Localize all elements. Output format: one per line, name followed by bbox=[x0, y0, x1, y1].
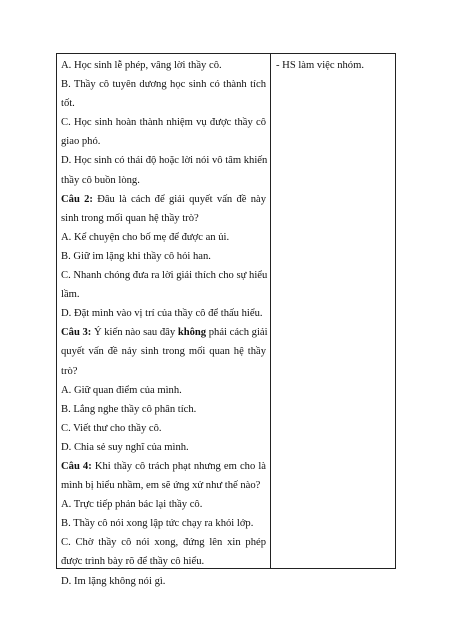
question-line bbox=[61, 132, 266, 151]
text-run: D. Đặt mình vào vị trí của thầy cô để thấu hiểu. bbox=[61, 308, 263, 320]
activity-column bbox=[276, 56, 391, 75]
column-divider bbox=[270, 54, 271, 568]
text-run: quyết vấn đề nảy sinh trong mối quan hệ thầy bbox=[61, 346, 266, 358]
text-run: D. Chia sẻ suy nghĩ của mình. bbox=[61, 441, 189, 453]
question-line bbox=[61, 438, 266, 457]
text-run: phải cách giải bbox=[206, 327, 268, 339]
text-run: mình bị hiểu nhầm, em sẽ ứng xử như thế nào? bbox=[61, 480, 261, 492]
text-run: A. Học sinh lễ phép, vâng lời thầy cô. bbox=[61, 60, 222, 71]
question-line bbox=[61, 56, 266, 75]
question-line bbox=[61, 75, 266, 94]
question-line bbox=[61, 533, 266, 552]
text-run: lầm. bbox=[61, 289, 80, 301]
text-run: A. Giữ quan điểm của mình. bbox=[61, 384, 182, 396]
text-run: C. Chờ thầy cô nói xong, đứng lên xin phép bbox=[61, 537, 266, 549]
text-run: C. Nhanh chóng đưa ra lời giải thích cho sự hiểu bbox=[61, 270, 268, 282]
question-line bbox=[61, 495, 266, 514]
question-line bbox=[61, 400, 266, 419]
text-run: sinh trong mối quan hệ thầy trò? bbox=[61, 212, 199, 224]
question-line bbox=[61, 94, 266, 113]
question-line bbox=[61, 113, 266, 132]
question-line bbox=[61, 304, 266, 323]
question-line bbox=[61, 247, 266, 266]
question-column bbox=[61, 56, 266, 591]
text-run: B. Thầy cô nói xong lập tức chạy ra khỏi lớp. bbox=[61, 518, 254, 530]
question-line bbox=[61, 266, 266, 285]
bold-text: Câu 3: bbox=[61, 327, 92, 339]
question-line bbox=[61, 151, 266, 170]
question-line bbox=[61, 362, 266, 381]
question-line bbox=[61, 419, 266, 438]
question-line bbox=[61, 171, 266, 190]
question-line bbox=[61, 228, 266, 247]
question-line bbox=[61, 476, 266, 495]
text-run: B. Giữ im lặng khi thầy cô hỏi han. bbox=[61, 250, 211, 262]
text-run: được trình bày rõ để thầy cô hiểu. bbox=[61, 556, 205, 568]
text-run: Ý kiến nào sau đây bbox=[91, 327, 178, 339]
question-line bbox=[61, 514, 266, 533]
text-run: trò? bbox=[61, 365, 78, 377]
text-run: A. Trực tiếp phản bác lại thầy cô. bbox=[61, 499, 203, 511]
question-line bbox=[61, 381, 266, 400]
bold-text: Câu 2: bbox=[61, 193, 93, 205]
text-run: thầy cô buồn lòng. bbox=[61, 174, 140, 186]
text-run: C. Viết thư cho thầy cô. bbox=[61, 422, 162, 434]
text-run: tốt. bbox=[61, 98, 75, 110]
text-run: C. Học sinh hoàn thành nhiệm vụ được thầy cô bbox=[61, 117, 266, 129]
question-line bbox=[61, 457, 266, 476]
question-line bbox=[61, 285, 266, 304]
text-run: Khi thầy cô trách phạt nhưng em cho là bbox=[91, 460, 266, 472]
question-line bbox=[61, 572, 266, 591]
text-run: D. Im lặng không nói gì. bbox=[61, 575, 166, 587]
bold-text: Câu 4: bbox=[61, 460, 92, 472]
document-table bbox=[56, 53, 396, 587]
text-run: giao phó. bbox=[61, 136, 101, 148]
question-line bbox=[61, 552, 266, 571]
text-run: - HS làm việc nhóm. bbox=[276, 60, 364, 71]
text-run: Đâu là cách để giải quyết vấn đề này bbox=[92, 193, 267, 205]
text-run: A. Kể chuyện cho bố mẹ để được an ủi. bbox=[61, 231, 230, 243]
question-line bbox=[61, 190, 266, 209]
text-run: B. Thầy cô tuyên dương học sinh có thành tích bbox=[61, 79, 266, 91]
question-line bbox=[61, 323, 266, 342]
text-run: D. Học sinh có thái độ hoặc lời nói vô tâm khiến bbox=[61, 155, 268, 167]
question-line bbox=[61, 342, 266, 361]
question-line bbox=[61, 209, 266, 228]
text-run: B. Lắng nghe thầy cô phân tích. bbox=[61, 403, 197, 415]
activity-line bbox=[276, 56, 391, 75]
bold-text: không bbox=[177, 327, 207, 339]
